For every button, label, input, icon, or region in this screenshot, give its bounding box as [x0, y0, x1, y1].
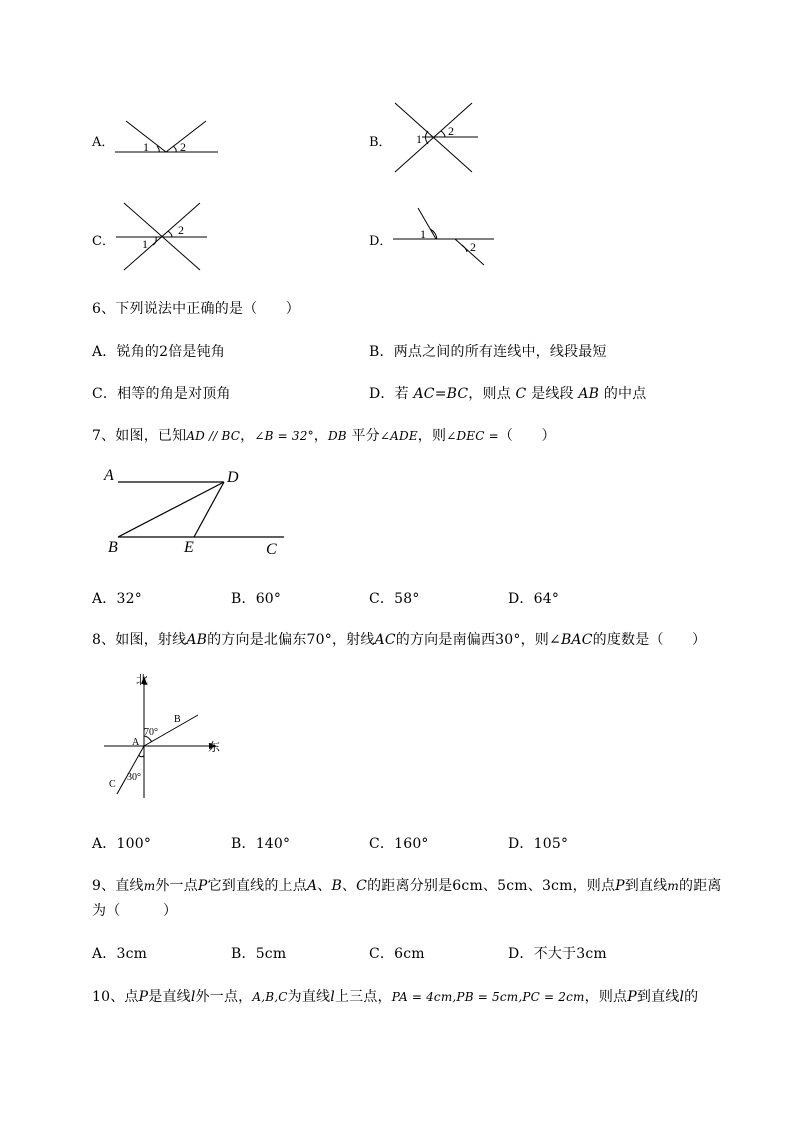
option-b-angle2: 2 — [448, 124, 454, 138]
q6-stem: 6、下列说法中正确的是（ ） — [92, 301, 300, 317]
option-a-angle2: 2 — [180, 140, 186, 154]
q8-point-b: B — [174, 714, 181, 725]
q7-point-e: E — [184, 539, 194, 556]
option-a-label: A． — [92, 135, 115, 150]
option-d-angle2: 2 — [470, 240, 476, 254]
q7-point-b: B — [108, 539, 118, 556]
q8-option-c: C．160° — [369, 836, 429, 852]
q8-angle-70: 70° — [144, 727, 158, 738]
q6-option-c: C．相等的角是对顶角 — [92, 386, 231, 402]
option-a-figure — [110, 115, 230, 160]
q9-option-b: B．5cm — [231, 946, 287, 962]
q9-stem-line2: 为（ ） — [92, 903, 178, 919]
q6-option-d: D．若 AC=BC，则点 C 是线段 AB 的中点 — [369, 386, 647, 402]
q9-stem-line1: 9、直线m外一点P它到直线的上点A、B、C的距离分别是6cm、5cm、3cm，则点P到直线m的距离 — [92, 878, 722, 894]
q7-option-d: D．64° — [508, 591, 560, 607]
q8-east-label: 东 — [208, 740, 221, 754]
option-b-angle1: 1 — [416, 132, 422, 146]
q7-point-a: A — [104, 467, 114, 484]
option-d-angle1: 1 — [420, 227, 426, 241]
q7-stem: 7、如图，已知AD // BC，∠B = 32°，DB 平分∠ADE，则∠DEC =（ ） — [92, 428, 556, 444]
q7-option-a: A．32° — [92, 591, 142, 607]
option-c-angle2: 2 — [178, 223, 184, 237]
q7-option-c: C．58° — [369, 591, 420, 607]
q8-north-label: 北 — [136, 673, 149, 687]
option-b-label: B． — [369, 135, 392, 150]
q7-option-b: B．60° — [231, 591, 282, 607]
option-c-angle1: 1 — [142, 237, 148, 251]
q8-angle-30: 30° — [127, 772, 141, 783]
q8-stem: 8、如图，射线AB的方向是北偏东70°，射线AC的方向是南偏西30°，则∠BAC的度数是（ ） — [92, 632, 707, 648]
q9-option-a: A．3cm — [92, 946, 148, 962]
option-d-figure — [390, 205, 500, 270]
option-a-angle1: 1 — [143, 140, 149, 154]
q6-option-b: B．两点之间的所有连线中，线段最短 — [369, 344, 607, 360]
q8-figure — [100, 672, 230, 804]
q8-point-c: C — [109, 779, 116, 790]
q7-point-c: C — [266, 541, 277, 558]
q7-point-d: D — [227, 469, 239, 486]
option-c-figure — [112, 200, 212, 275]
q10-stem: 10、点P是直线l外一点，A,B,C为直线l上三点，PA = 4cm,PB = 5cm,PC = 2cm，则点P到直线l的 — [92, 989, 699, 1005]
q8-option-b: B．140° — [231, 836, 291, 852]
q7-figure — [100, 462, 300, 562]
q9-option-c: C．6cm — [369, 946, 425, 962]
option-b-figure — [390, 100, 480, 175]
q8-option-d: D．105° — [508, 836, 569, 852]
q8-point-a: A — [132, 737, 140, 748]
option-c-label: C． — [92, 234, 115, 249]
option-d-label: D． — [369, 234, 393, 249]
q6-option-a: A．锐角的2倍是钝角 — [92, 344, 226, 360]
q9-option-d: D．不大于3cm — [508, 946, 607, 962]
q8-option-a: A．100° — [92, 836, 152, 852]
